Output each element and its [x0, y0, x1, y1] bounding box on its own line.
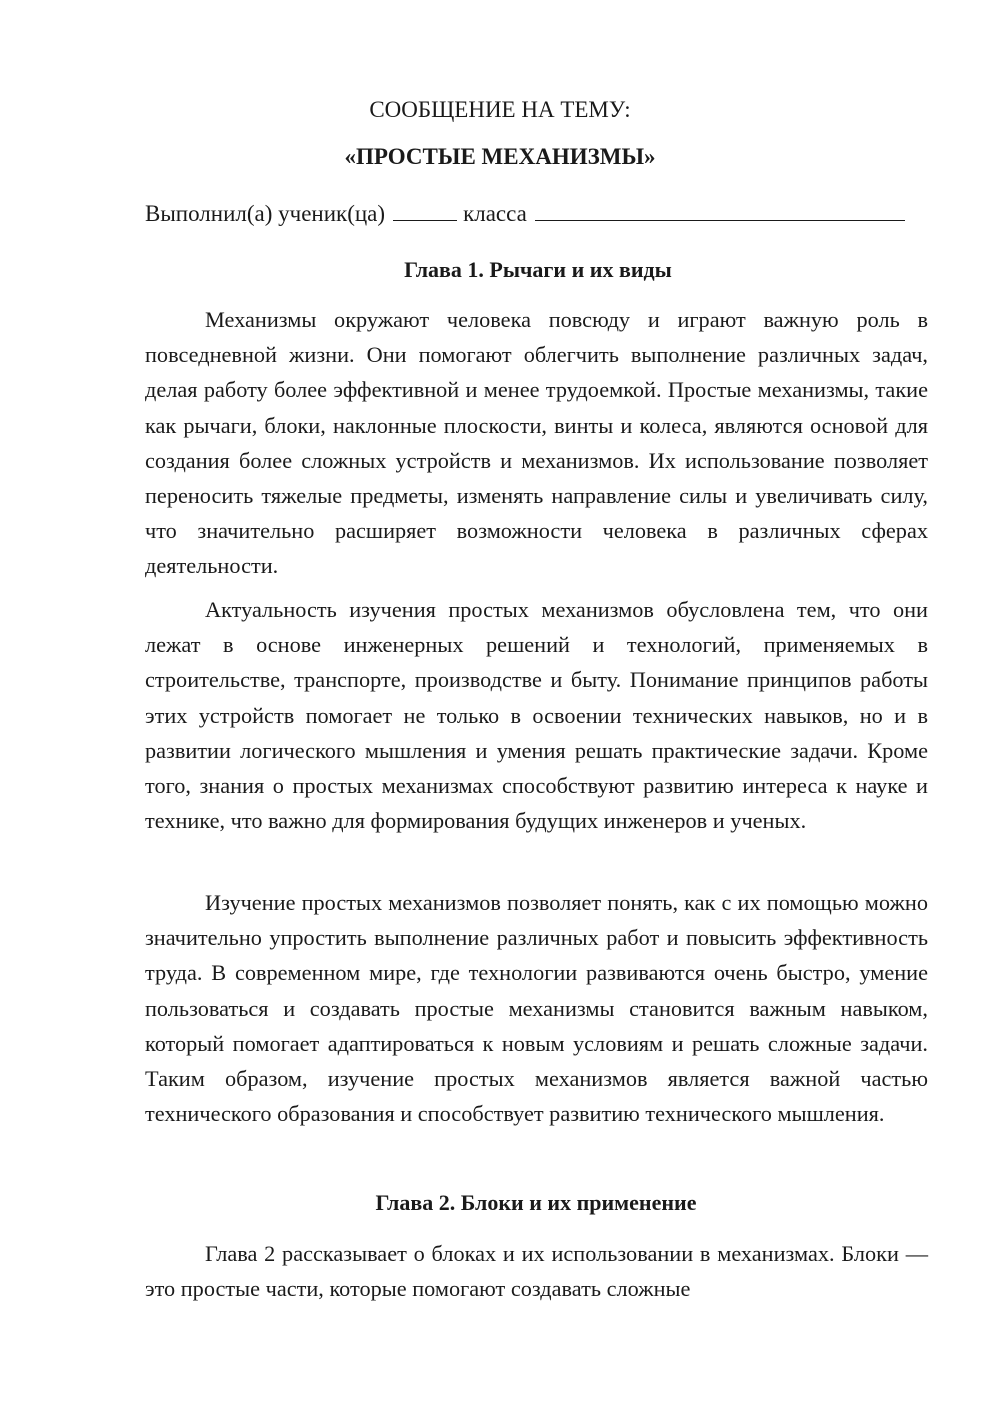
chapter-1-paragraph-1: Механизмы окружают человека повсюду и играют важную роль в повседневной жизни. Они помогают облегчить выполнение различных задач, делая работу более эффективной и менее трудоемкой. Простые механизмы, такие как рычаги, блоки, наклонные плоскости, винты и колеса, являются основой для создания более сложных устройств и механизмов. Их использование позволяет переносить тяжелые предметы, изменять направление силы и увеличивать силу, что значительно расширяет возможности человека в различных сферах деятельности.	[145, 307, 928, 579]
chapter-1-heading: Глава 1. Рычаги и их виды	[404, 257, 672, 282]
document-title-line-1: СООБЩЕНИЕ НА ТЕМУ:	[369, 97, 631, 122]
document-title-line-2: «ПРОСТЫЕ МЕХАНИЗМЫ»	[344, 144, 656, 169]
chapter-2-paragraph-1: Глава 2 рассказывает о блоках и их использовании в механизмах. Блоки — это простые части, которые помогают создавать сложные	[145, 1241, 928, 1302]
chapter-2-heading: Глава 2. Блоки и их применение	[375, 1190, 697, 1215]
author-prefix: Выполнил(а) ученик(ца)	[145, 201, 386, 226]
class-number-blank	[393, 198, 457, 221]
chapter-1-paragraph-3: Изучение простых механизмов позволяет понять, как с их помощью можно значительно упростить выполнение различных работ и повысить эффективность труда. В современном мире, где технологии развиваются очень быстро, умение пользоваться и создавать простые механизмы становится важным навыком, который помогает адаптироваться к новым условиям и решать сложные задачи. Таким образом, изучение простых механизмов является важной частью технического образования и способствует развитию технического мышления.	[145, 890, 928, 1127]
class-word: класса	[463, 201, 527, 226]
chapter-1-paragraph-2: Актуальность изучения простых механизмов обусловлена тем, что они лежат в основе инженерных решений и технологий, применяемых в строительстве, транспорте, производстве и быту. Понимание принципов работы этих устройств помогает не только в освоении технических навыков, но и в развитии логического мышления и умения решать практические задачи. Кроме того, знания о простых механизмах способствуют развитию интереса к науке и технике, что важно для формирования будущих инженеров и ученых.	[145, 597, 928, 834]
student-name-blank	[535, 198, 905, 221]
author-line	[145, 198, 925, 229]
